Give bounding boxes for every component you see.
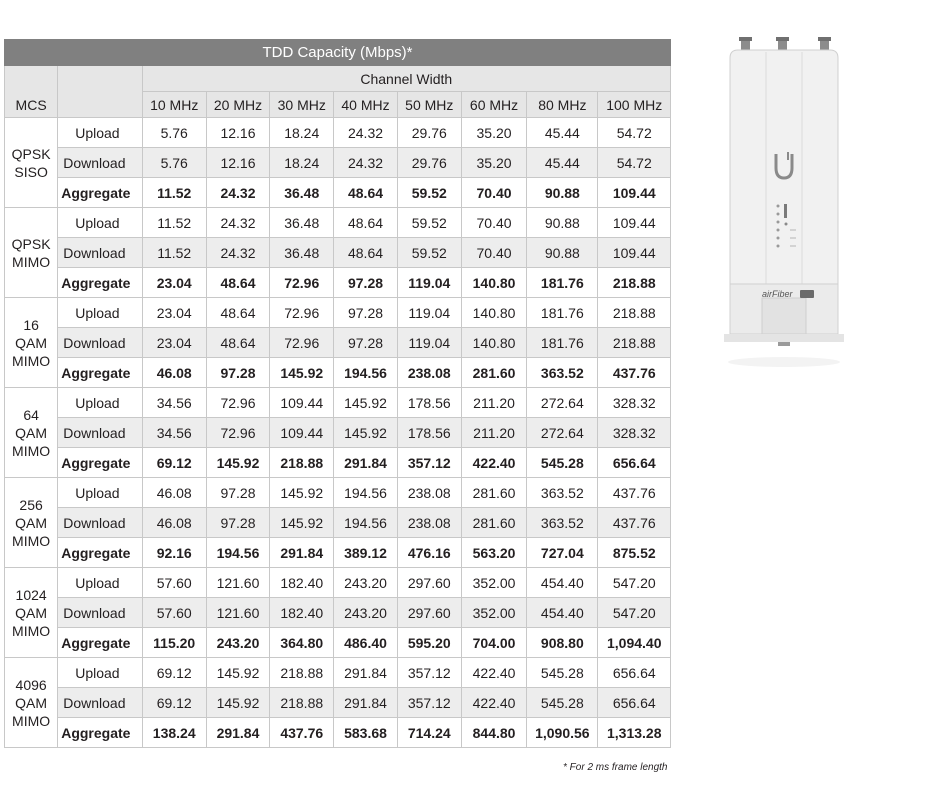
table-row: [5, 328, 671, 358]
mcs-label-line: MIMO: [12, 712, 51, 729]
capacity-value: 437.76: [270, 718, 334, 748]
capacity-value: 97.28: [206, 358, 269, 388]
capacity-value: 48.64: [206, 328, 269, 358]
capacity-value: 1,313.28: [598, 718, 671, 748]
capacity-value: 272.64: [527, 388, 598, 418]
capacity-value: 121.60: [206, 568, 269, 598]
capacity-value: 36.48: [270, 208, 334, 238]
direction-label: [58, 298, 142, 328]
capacity-value: 595.20: [397, 628, 461, 658]
table-row: [5, 658, 671, 688]
capacity-value: 563.20: [461, 538, 526, 568]
capacity-value: 1,094.40: [598, 628, 671, 658]
direction-label-text: Download: [63, 694, 126, 711]
table-row: [5, 388, 671, 418]
capacity-value: 363.52: [527, 508, 598, 538]
capacity-value: 194.56: [206, 538, 269, 568]
capacity-value: 115.20: [142, 628, 206, 658]
capacity-value: 54.72: [598, 148, 671, 178]
capacity-value: 211.20: [461, 418, 526, 448]
mcs-label-line: SISO: [14, 163, 48, 180]
capacity-value: 11.52: [142, 208, 206, 238]
direction-label-text: Upload: [75, 484, 120, 501]
capacity-value: 145.92: [334, 418, 397, 448]
capacity-value: 59.52: [397, 178, 461, 208]
table-row: [5, 298, 671, 328]
mcs-label-line: 64: [23, 406, 39, 423]
capacity-value: 218.88: [598, 298, 671, 328]
capacity-value: 547.20: [598, 598, 671, 628]
mcs-label: [5, 568, 58, 658]
mcs-label: [5, 208, 58, 298]
capacity-value: 545.28: [527, 658, 598, 688]
mcs-label-line: MIMO: [12, 352, 51, 369]
capacity-value: 422.40: [461, 658, 526, 688]
table-row: [5, 718, 671, 748]
capacity-value: 90.88: [527, 238, 598, 268]
table-row: [5, 448, 671, 478]
capacity-value: 291.84: [334, 658, 397, 688]
capacity-value: 182.40: [270, 598, 334, 628]
mcs-label-line: MIMO: [12, 622, 51, 639]
capacity-value: 46.08: [142, 478, 206, 508]
capacity-value: 48.64: [334, 208, 397, 238]
capacity-value: 12.16: [206, 118, 269, 148]
capacity-value: 97.28: [206, 508, 269, 538]
direction-label: [58, 688, 142, 718]
capacity-value: 364.80: [270, 628, 334, 658]
capacity-value: 90.88: [527, 178, 598, 208]
table-title: TDD Capacity (Mbps)*: [5, 40, 671, 66]
capacity-value: 243.20: [334, 568, 397, 598]
capacity-value: 389.12: [334, 538, 397, 568]
capacity-value: 119.04: [397, 298, 461, 328]
table-row: [5, 238, 671, 268]
capacity-value: 119.04: [397, 328, 461, 358]
product-image: [720, 36, 848, 396]
table-row: [5, 208, 671, 238]
direction-label: [58, 148, 142, 178]
capacity-value: 422.40: [461, 688, 526, 718]
capacity-value: 194.56: [334, 478, 397, 508]
tdd-capacity-table: [4, 39, 671, 748]
capacity-value: 48.64: [334, 178, 397, 208]
direction-label-text: Download: [63, 334, 126, 351]
capacity-value: 12.16: [206, 148, 269, 178]
mcs-label-line: 1024: [15, 586, 47, 603]
capacity-value: 281.60: [461, 508, 526, 538]
capacity-value: 48.64: [206, 298, 269, 328]
mcs-label-line: QAM: [15, 334, 48, 351]
capacity-value: 24.32: [206, 238, 269, 268]
direction-label: [58, 448, 142, 478]
capacity-value: 109.44: [598, 178, 671, 208]
capacity-value: 545.28: [527, 448, 598, 478]
capacity-value: 357.12: [397, 658, 461, 688]
capacity-value: 24.32: [206, 178, 269, 208]
capacity-value: 547.20: [598, 568, 671, 598]
capacity-value: 363.52: [527, 358, 598, 388]
capacity-value: 1,090.56: [527, 718, 598, 748]
mcs-label-line: QAM: [15, 604, 48, 621]
capacity-value: 35.20: [461, 148, 526, 178]
capacity-value: 328.32: [598, 418, 671, 448]
channel-width-label: 30 MHz: [270, 92, 334, 118]
direction-label: [58, 568, 142, 598]
channel-width-label: 80 MHz: [527, 92, 598, 118]
capacity-value: 23.04: [142, 298, 206, 328]
capacity-value: 70.40: [461, 208, 526, 238]
capacity-value: 357.12: [397, 688, 461, 718]
table-row: [5, 628, 671, 658]
capacity-value: 145.92: [206, 688, 269, 718]
mcs-label-line: QPSK: [11, 145, 51, 162]
capacity-value: 29.76: [397, 148, 461, 178]
capacity-value: 454.40: [527, 598, 598, 628]
direction-label-text: Upload: [75, 124, 120, 141]
airfiber-brand-text: airFiber: [762, 289, 793, 299]
mcs-label-line: QPSK: [11, 235, 51, 252]
capacity-value: 69.12: [142, 688, 206, 718]
capacity-value: 140.80: [461, 328, 526, 358]
direction-label: [58, 658, 142, 688]
direction-label-text: Upload: [75, 394, 120, 411]
capacity-value: 69.12: [142, 448, 206, 478]
capacity-value: 422.40: [461, 448, 526, 478]
capacity-value: 238.08: [397, 508, 461, 538]
direction-label-text: Download: [63, 154, 126, 171]
capacity-value: 90.88: [527, 208, 598, 238]
capacity-value: 29.76: [397, 118, 461, 148]
capacity-value: 72.96: [206, 388, 269, 418]
capacity-value: 194.56: [334, 508, 397, 538]
capacity-value: 24.32: [206, 208, 269, 238]
direction-label: [58, 598, 142, 628]
table-row: [5, 178, 671, 208]
direction-label: [58, 628, 142, 658]
direction-label-text: Aggregate: [61, 364, 131, 381]
capacity-value: 218.88: [598, 268, 671, 298]
capacity-value: 145.92: [206, 658, 269, 688]
direction-label: [58, 118, 142, 148]
capacity-value: 181.76: [527, 298, 598, 328]
direction-label: [58, 478, 142, 508]
capacity-value: 145.92: [270, 508, 334, 538]
capacity-value: 145.92: [206, 448, 269, 478]
mcs-label: [5, 118, 58, 208]
direction-label-text: Download: [63, 244, 126, 261]
capacity-value: 211.20: [461, 388, 526, 418]
direction-label-text: Aggregate: [61, 724, 131, 741]
channel-width-label: 40 MHz: [334, 92, 397, 118]
capacity-value: 5.76: [142, 148, 206, 178]
table-row: [5, 478, 671, 508]
capacity-value: 476.16: [397, 538, 461, 568]
capacity-value: 140.80: [461, 298, 526, 328]
capacity-value: 109.44: [270, 388, 334, 418]
direction-label: [58, 178, 142, 208]
capacity-value: 140.80: [461, 268, 526, 298]
capacity-value: 23.04: [142, 328, 206, 358]
capacity-value: 46.08: [142, 508, 206, 538]
capacity-value: 35.20: [461, 118, 526, 148]
capacity-value: 218.88: [270, 448, 334, 478]
mcs-label: [5, 298, 58, 388]
capacity-value: 46.08: [142, 358, 206, 388]
mcs-label-line: MIMO: [12, 442, 51, 459]
capacity-value: 178.56: [397, 418, 461, 448]
capacity-value: 69.12: [142, 658, 206, 688]
capacity-value: 18.24: [270, 118, 334, 148]
capacity-value: 54.72: [598, 118, 671, 148]
capacity-value: 875.52: [598, 538, 671, 568]
capacity-value: 352.00: [461, 598, 526, 628]
direction-label-text: Download: [63, 604, 126, 621]
capacity-value: 656.64: [598, 658, 671, 688]
table-row: [5, 508, 671, 538]
capacity-value: 243.20: [206, 628, 269, 658]
capacity-value: 72.96: [206, 418, 269, 448]
capacity-value: 45.44: [527, 148, 598, 178]
mcs-label: [5, 388, 58, 478]
capacity-value: 908.80: [527, 628, 598, 658]
capacity-value: 727.04: [527, 538, 598, 568]
direction-label-text: Aggregate: [61, 454, 131, 471]
capacity-value: 5.76: [142, 118, 206, 148]
capacity-value: 11.52: [142, 178, 206, 208]
direction-label-text: Download: [63, 514, 126, 531]
capacity-value: 357.12: [397, 448, 461, 478]
capacity-value: 57.60: [142, 568, 206, 598]
capacity-value: 272.64: [527, 418, 598, 448]
capacity-value: 109.44: [270, 418, 334, 448]
table-row: [5, 688, 671, 718]
capacity-value: 18.24: [270, 148, 334, 178]
table-body: [5, 118, 671, 748]
table-row: [5, 118, 671, 148]
capacity-value: 704.00: [461, 628, 526, 658]
capacity-value: 291.84: [206, 718, 269, 748]
capacity-value: 291.84: [270, 538, 334, 568]
airfiber-radio-illustration: [720, 36, 848, 396]
capacity-value: 454.40: [527, 568, 598, 598]
direction-label: [58, 388, 142, 418]
capacity-value: 23.04: [142, 268, 206, 298]
direction-label: [58, 508, 142, 538]
capacity-value: 281.60: [461, 478, 526, 508]
capacity-value: 72.96: [270, 298, 334, 328]
capacity-value: 24.32: [334, 148, 397, 178]
capacity-value: 97.28: [206, 478, 269, 508]
capacity-value: 59.52: [397, 208, 461, 238]
capacity-value: 138.24: [142, 718, 206, 748]
direction-header-blank: [58, 66, 142, 118]
capacity-value: 656.64: [598, 448, 671, 478]
direction-label-text: Aggregate: [61, 274, 131, 291]
capacity-value: 70.40: [461, 178, 526, 208]
capacity-value: 92.16: [142, 538, 206, 568]
capacity-value: 109.44: [598, 238, 671, 268]
capacity-value: 72.96: [270, 268, 334, 298]
capacity-value: 437.76: [598, 478, 671, 508]
direction-label: [58, 268, 142, 298]
capacity-value: 297.60: [397, 598, 461, 628]
capacity-value: 281.60: [461, 358, 526, 388]
capacity-value: 48.64: [334, 238, 397, 268]
capacity-value: 145.92: [270, 478, 334, 508]
mcs-label-line: MIMO: [12, 253, 51, 270]
footnote: * For 2 ms frame length: [563, 762, 668, 773]
capacity-value: 291.84: [334, 448, 397, 478]
capacity-value: 109.44: [598, 208, 671, 238]
table-row: [5, 268, 671, 298]
capacity-value: 218.88: [270, 688, 334, 718]
capacity-value: 328.32: [598, 388, 671, 418]
direction-label: [58, 538, 142, 568]
capacity-value: 714.24: [397, 718, 461, 748]
capacity-value: 145.92: [334, 388, 397, 418]
channel-width-label: 50 MHz: [397, 92, 461, 118]
capacity-value: 238.08: [397, 478, 461, 508]
capacity-value: 97.28: [334, 328, 397, 358]
channel-width-label: 60 MHz: [461, 92, 526, 118]
capacity-value: 48.64: [206, 268, 269, 298]
capacity-value: 59.52: [397, 238, 461, 268]
capacity-value: 145.92: [270, 358, 334, 388]
direction-label: [58, 418, 142, 448]
capacity-value: 437.76: [598, 508, 671, 538]
capacity-value: 70.40: [461, 238, 526, 268]
direction-label-text: Upload: [75, 664, 120, 681]
table-row: [5, 568, 671, 598]
capacity-value: 45.44: [527, 118, 598, 148]
capacity-value: 218.88: [598, 328, 671, 358]
capacity-value: 182.40: [270, 568, 334, 598]
capacity-value: 119.04: [397, 268, 461, 298]
capacity-value: 24.32: [334, 118, 397, 148]
capacity-value: 11.52: [142, 238, 206, 268]
table-row: [5, 598, 671, 628]
direction-label: [58, 238, 142, 268]
capacity-value: 34.56: [142, 418, 206, 448]
capacity-value: 72.96: [270, 328, 334, 358]
capacity-value: 36.48: [270, 178, 334, 208]
capacity-value: 178.56: [397, 388, 461, 418]
mcs-label-line: 16: [23, 316, 39, 333]
channel-width-label: 20 MHz: [206, 92, 269, 118]
direction-label: [58, 718, 142, 748]
mcs-label: [5, 478, 58, 568]
direction-label-text: Aggregate: [61, 184, 131, 201]
direction-label: [58, 208, 142, 238]
direction-label-text: Upload: [75, 214, 120, 231]
capacity-value: 238.08: [397, 358, 461, 388]
capacity-value: 545.28: [527, 688, 598, 718]
direction-label-text: Upload: [75, 574, 120, 591]
capacity-value: 437.76: [598, 358, 671, 388]
capacity-value: 486.40: [334, 628, 397, 658]
direction-label-text: Aggregate: [61, 544, 131, 561]
channel-width-label: 100 MHz: [598, 92, 671, 118]
capacity-value: 291.84: [334, 688, 397, 718]
channel-width-label: 10 MHz: [142, 92, 206, 118]
mcs-label: [5, 658, 58, 748]
capacity-value: 181.76: [527, 268, 598, 298]
mcs-label-line: QAM: [15, 514, 48, 531]
capacity-value: 656.64: [598, 688, 671, 718]
mcs-label-line: QAM: [15, 424, 48, 441]
mcs-label-line: MIMO: [12, 532, 51, 549]
capacity-value: 297.60: [397, 568, 461, 598]
direction-label: [58, 358, 142, 388]
direction-label-text: Download: [63, 424, 126, 441]
capacity-value: 844.80: [461, 718, 526, 748]
table-row: [5, 538, 671, 568]
mcs-header: MCS: [5, 66, 58, 118]
capacity-value: 218.88: [270, 658, 334, 688]
capacity-value: 194.56: [334, 358, 397, 388]
mcs-label-line: 4096: [15, 676, 47, 693]
direction-label: [58, 328, 142, 358]
connector-icon: [739, 37, 831, 51]
capacity-value: 97.28: [334, 298, 397, 328]
capacity-value: 352.00: [461, 568, 526, 598]
mcs-label-line: QAM: [15, 694, 48, 711]
table-row: [5, 418, 671, 448]
capacity-value: 97.28: [334, 268, 397, 298]
capacity-value: 36.48: [270, 238, 334, 268]
capacity-value: 243.20: [334, 598, 397, 628]
direction-label-text: Aggregate: [61, 634, 131, 651]
direction-label-text: Upload: [75, 304, 120, 321]
capacity-value: 121.60: [206, 598, 269, 628]
capacity-value: 583.68: [334, 718, 397, 748]
channel-width-header: Channel Width: [142, 66, 670, 92]
capacity-value: 363.52: [527, 478, 598, 508]
capacity-value: 34.56: [142, 388, 206, 418]
table-row: [5, 148, 671, 178]
table-row: [5, 358, 671, 388]
capacity-value: 181.76: [527, 328, 598, 358]
mcs-label-line: 256: [19, 496, 43, 513]
capacity-value: 57.60: [142, 598, 206, 628]
